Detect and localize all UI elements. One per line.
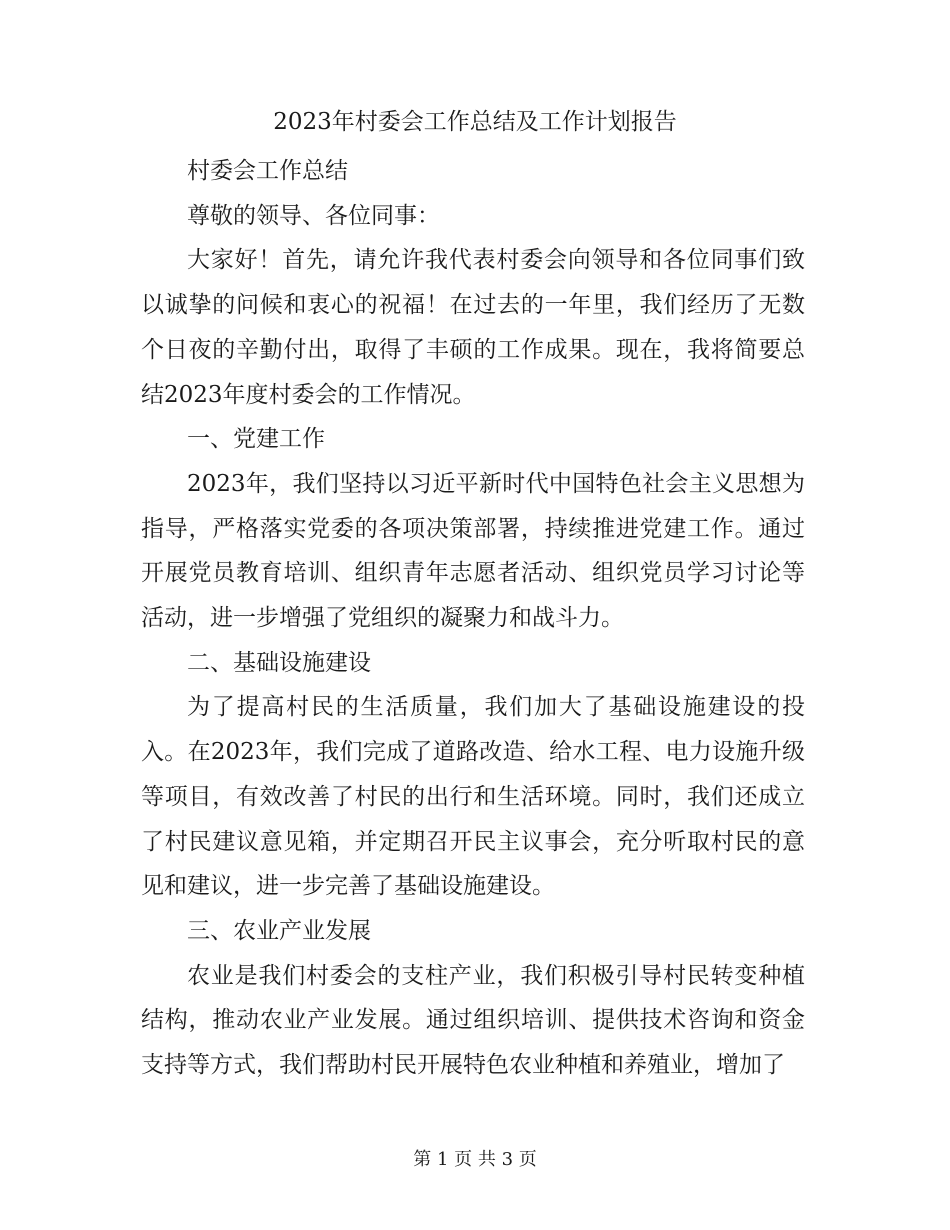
section-heading-infrastructure: 二、基础设施建设 — [187, 649, 371, 676]
paragraph-party-building: 2023年，我们坚持以习近平新时代中国特色社会主义思想为指导，严格落实党委的各项决策部署，持续推进党建工作。通过开展党员教育培训、组织青年志愿者活动、组织党员学习讨论等活动，进一步增强了党组织的凝聚力和战斗力。 — [141, 470, 805, 632]
paragraph-intro: 大家好！首先，请允许我代表村委会向领导和各位同事们致以诚挚的问候和衷心的祝福！在过去的一年里，我们经历了无数个日夜的辛勤付出，取得了丰硕的工作成果。现在，我将简要总结2023年度村委会的工作情况。 — [141, 247, 805, 408]
section-heading-summary: 村委会工作总结 — [187, 158, 348, 184]
section-heading-party-building: 一、党建工作 — [187, 426, 325, 453]
paragraph-agriculture: 农业是我们村委会的支柱产业，我们积极引导村民转变种植结构，推动农业产业发展。通过组织培训、提供技术咨询和资金支持等方式，我们帮助村民开展特色农业种植和养殖业，增加了 — [141, 962, 805, 1079]
section-heading-agriculture: 三、农业产业发展 — [187, 917, 371, 944]
page-footer: 第 1 页 共 3 页 — [413, 1149, 537, 1170]
paragraph-infrastructure: 为了提高村民的生活质量，我们加大了基础设施建设的投入。在2023年，我们完成了道路改造、给水工程、电力设施升级等项目，有效改善了村民的出行和生活环境。同时，我们还成立了村民建议意见箱，并定期召开民主议事会，充分听取村民的意见和建议，进一步完善了基础设施建设。 — [141, 694, 805, 900]
document-body — [141, 149, 805, 1088]
document-title: 2023年村委会工作总结及工作计划报告 — [273, 109, 677, 135]
salutation: 尊敬的领导、各位同事： — [187, 202, 440, 229]
